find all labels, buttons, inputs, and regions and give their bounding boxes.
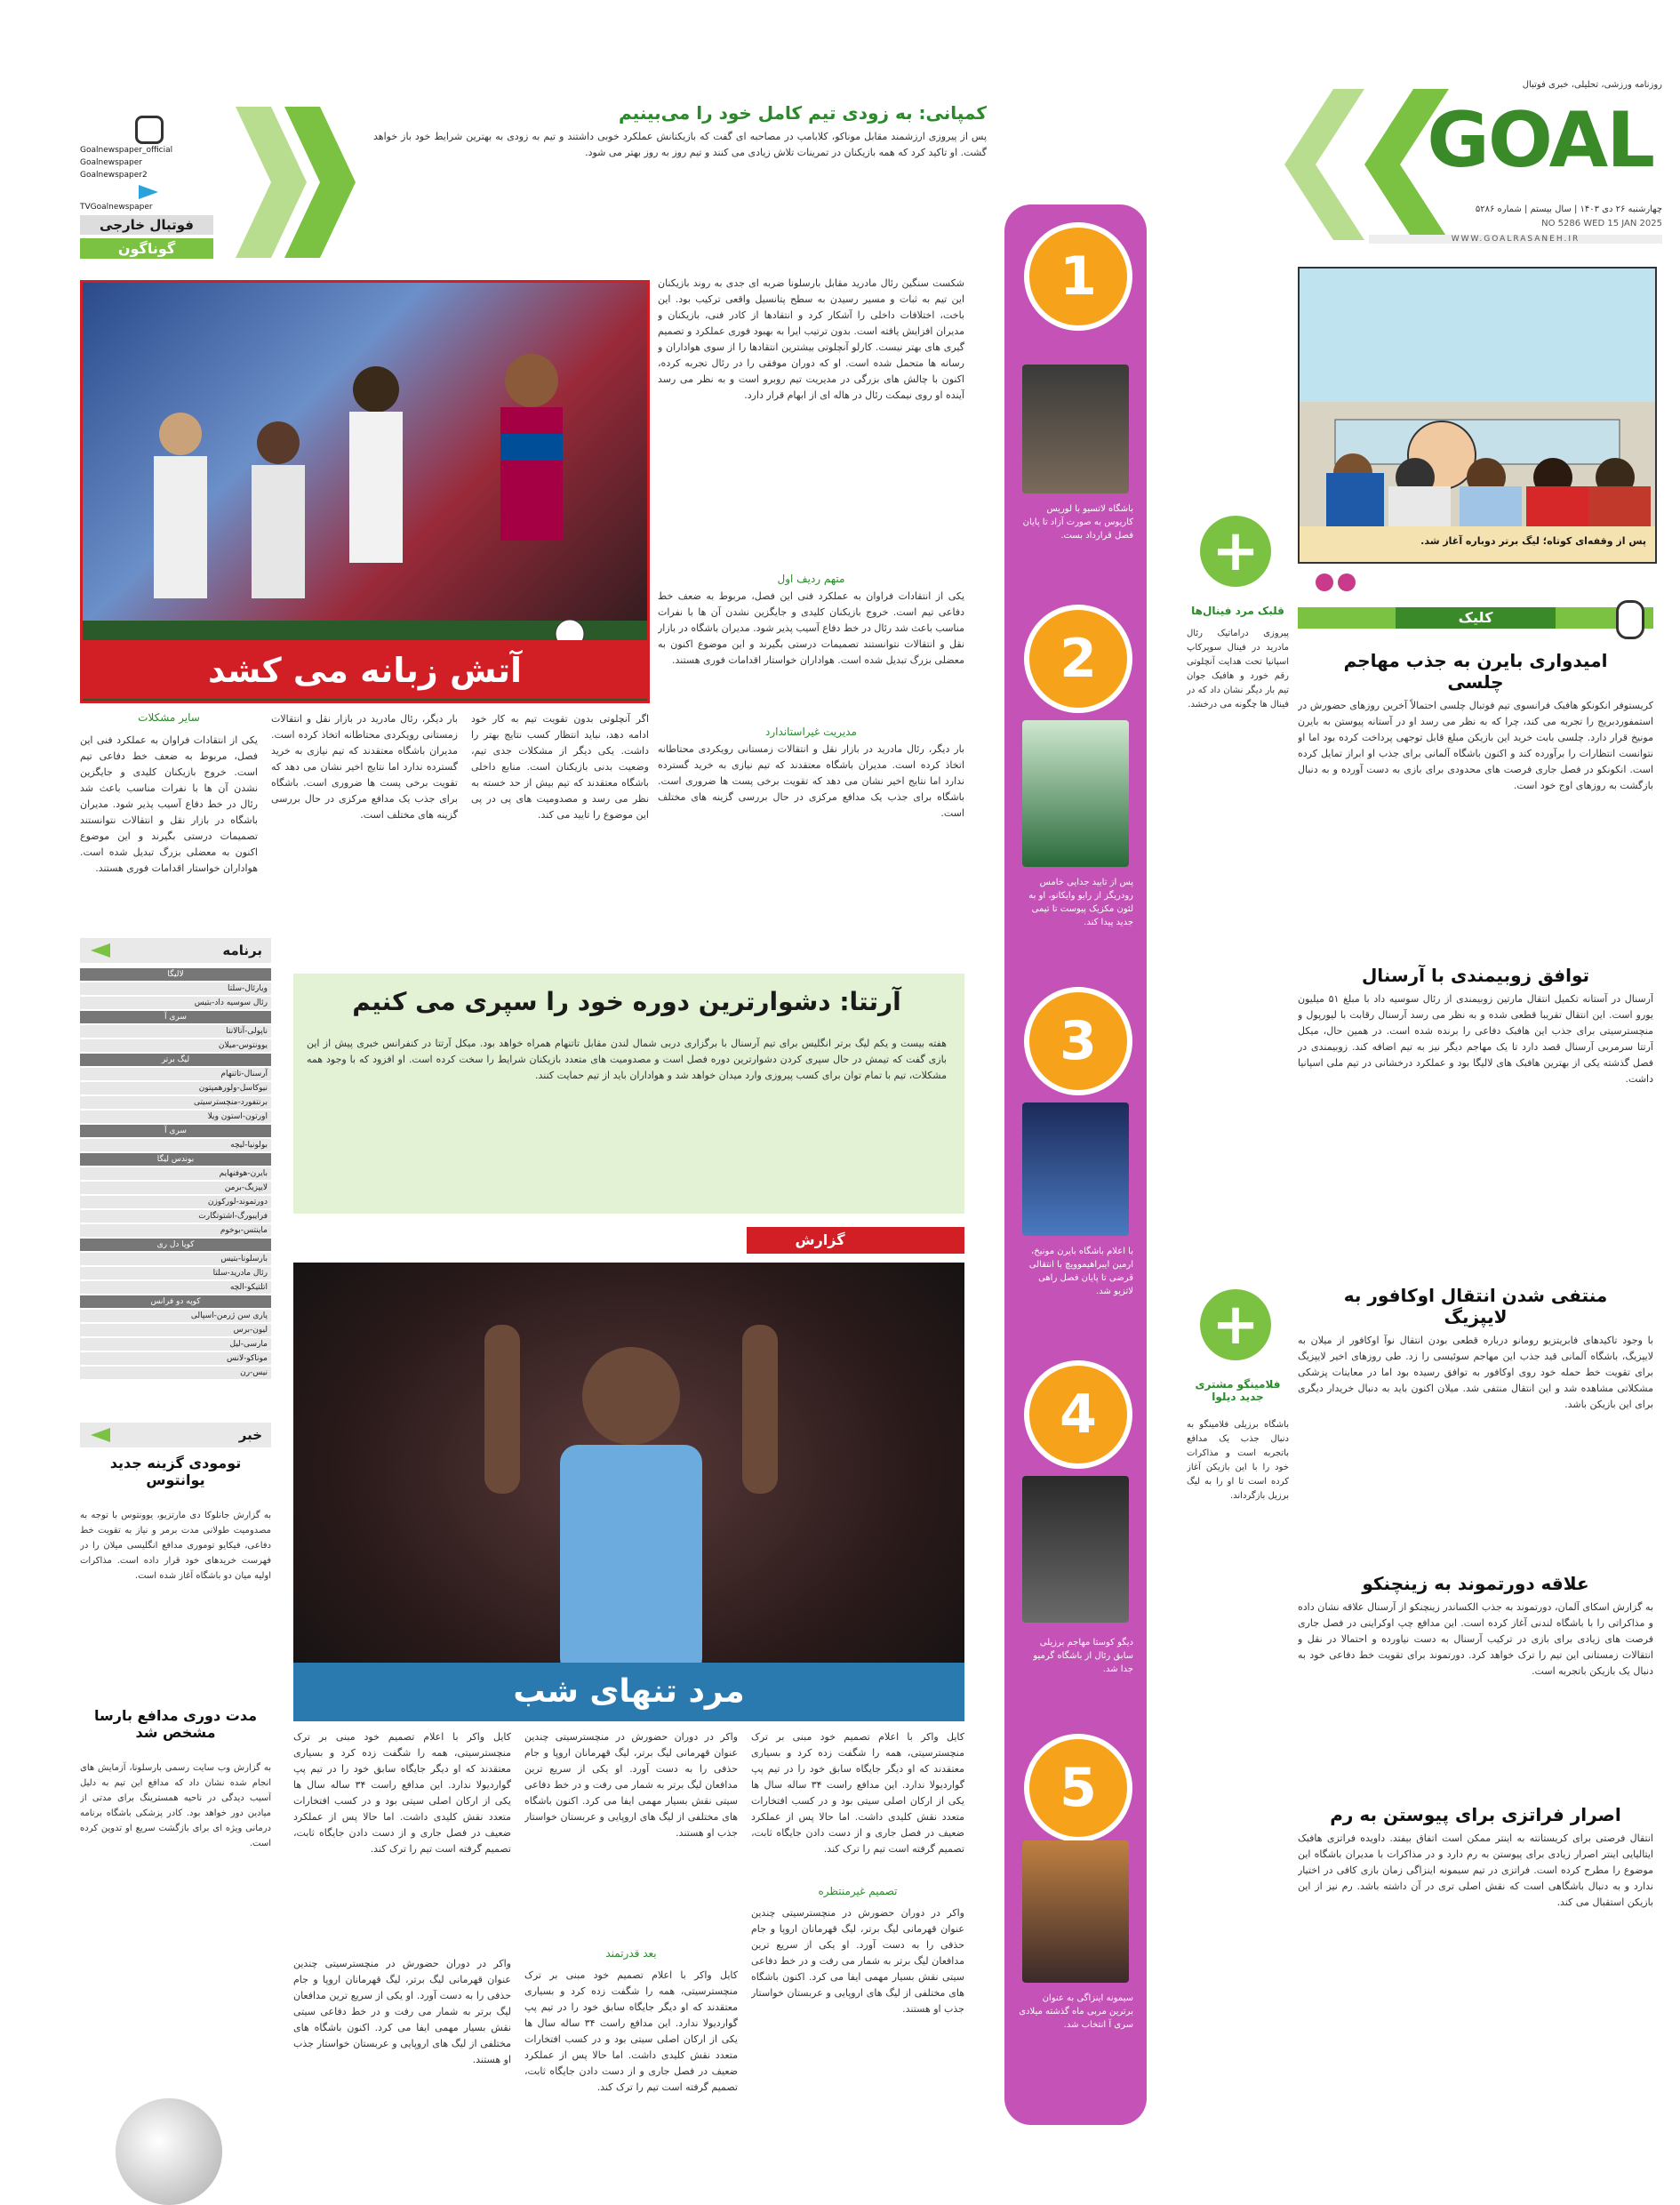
top-chevrons-left (236, 107, 360, 258)
social-handle-1[interactable]: Goalnewspaper (80, 158, 142, 167)
news-item-2-title: مدت دوری مدافع بارسا مشخص شد (94, 1707, 257, 1741)
timeline-caption-4: دیگو کوستا مهاجم برزیلی سابق رئال از باشگاه گرمیو جدا شد. (1033, 1638, 1133, 1674)
main-story-bottom (80, 711, 649, 934)
timeline-caption-2: پس از تایید جدایی خامس رودریگز از رایو وایکانو، او به لئون مکزیک پیوست تا تیمی جدید پیدا کند. (1028, 878, 1133, 927)
plus-icon: + (1200, 516, 1271, 587)
plus-item-title: قلبک مرد فینال‌ها (1191, 605, 1284, 617)
main-story-body-3-cont: بار دیگر، رئال مادرید در بازار نقل و انتقالات زمستانی رویکردی محتاطانه اتخاذ کرده است. مدیران باشگاه معتقدند که تیم نیازی به خرید گسترده ندارد اما نتایج اخیر نشان می دهد که تقویت برخی پست ها ضروری است. باشگاه برای جذب یک مدافع مرکزی در حال بررسی گزینه های مختلف است. (271, 713, 458, 821)
program-match-row: یوونتوس-میلان (80, 1039, 271, 1052)
program-match-row: اورتون-استون ویلا (80, 1111, 271, 1123)
program-match-row: نیوکاسل-ولورهمپتون (80, 1082, 271, 1094)
top-story-body: پس از پیروزی ارزشمند مقابل موناکو، کلابامپ در مصاحبه ای گفت که بازیکنانش عملکرد خوبی داشتند و تیم به زودی به بهترین شرایط خود باز خواهد گشت. او تاکید کرد که همه بازیکنان در تمرینات تلاش زیادی می کنند و تیم روز به روز بهتر می شود. (373, 131, 987, 158)
report-columns (293, 1729, 964, 2187)
timeline-caption-5: سیمونه اینزاگی به عنوان برترین مربی ماه گذشته میلادی سری آ انتخاب شد. (1019, 1993, 1133, 2030)
megaphone-icon (91, 1428, 110, 1442)
program-match-row: رئال مادرید-سلتا (80, 1267, 271, 1279)
social-handle-2[interactable]: Goalnewspaper2 (80, 171, 148, 180)
program-match-row: بارسلونا-بتیس (80, 1253, 271, 1265)
right-title-3: منتفی شدن انتقال اوکافور به لایپزیگ (1343, 1285, 1608, 1327)
social-box (80, 116, 231, 258)
cartoon-caption: پس از وقفه‌ای کوتاه؛ لیگ برتر دوباره آغاز شد. (1420, 535, 1646, 547)
main-story-sub-3: سایر مشکلات (138, 711, 200, 724)
timeline-number-5: 5 (1024, 1734, 1132, 1842)
main-story-body-4: اگر آنچلوتی بدون تقویت تیم به کار خود ادامه دهد، نباید انتظار کسب نتایج بهتر را داشت. یکی دیگر از مشکلات جدی تیم، وضعیت بدنی بازیکنان است. منابع داخلی باشگاه معتقدند که تیم بیش از حد خسته به نظر می رسد و مصدومیت های پی در پی این موضوع را تایید می کند. (471, 713, 649, 821)
masthead-date-line: چهارشنبه ۲۶ دی ۱۴۰۳ | سال بیستم | شماره ۵۲۸۶ (1475, 204, 1662, 214)
main-story-body-2: یکی از انتقادات فراوان به عملکرد فنی این فصل، مربوط به ضعف خط دفاعی تیم است. خروج بازیکنان کلیدی و جایگزین نشدن آن ها با نفرات مناسب باعث شد رئال در خط دفاع آسیب پذیر شود. مدیران باشگاه در بازار نقل و انتقالات نتوانستند تصمیمات درستی بگیرند و این موضوع اکنون به معضلی بزرگ تبدیل شده است. هواداران خواستار اقدامات فوری هستند. (658, 590, 964, 666)
program-match-row: ناپولی-آتالانتا (80, 1025, 271, 1038)
program-match-row: آرسنال-تاتنهام (80, 1068, 271, 1080)
arteta-story (293, 974, 964, 1214)
report-player (293, 1263, 964, 1720)
arteta-headline: آرتتا: دشوارترین دوره خود را سپری می کنیم (352, 987, 901, 1016)
program-league-header: سری آ (80, 1125, 271, 1137)
program-match-row: نیس-رن (80, 1367, 271, 1379)
program-league-header: بوندس لیگا (80, 1153, 271, 1166)
click-label: کلیک (1396, 607, 1556, 629)
report-label: گزارش (795, 1231, 845, 1248)
main-story-col-right (658, 276, 964, 942)
program-match-row: ویارئال-سلتا (80, 982, 271, 995)
right-body-1: کریستوفر انکونکو هافبک فرانسوی تیم فوتبال چلسی احتمالاً آخرین روزهای حضورش در استمفوردبریج را تجربه می کند، چرا که به نظر می رسد او در آستانه پیوستن به بایرن مونیخ قرار دارد. چلسی بابت خرید این بازیکن مبلغ قابل توجهی پرداخت کرده بود اما او نتوانست انتظارات را برآورده کند و اکنون باشگاه آلمانی برای جذب او ابراز تمایل کرده است. انکونکو در فصل جاری فرصت های محدودی برای بازی به دست آورده و به دنبال بازگشت به روزهای اوج خود است. (1298, 700, 1653, 791)
instagram-handle[interactable]: Goalnewspaper_official (80, 146, 173, 155)
instagram-icon[interactable] (135, 116, 164, 144)
click-banner (1298, 600, 1653, 636)
program-match-row: بایرن-هوفنهایم (80, 1167, 271, 1180)
cartoon-drawing (1300, 269, 1655, 526)
right-body-3: با وجود تاکیدهای فابریتزیو رومانو درباره قطعی بودن انتقال نوآ اوکافور از میلان به لایپزیگ، باشگاه آلمانی قید جذب این مهاجم سوئیسی را زد. طی روزهای اخیر لایپزیگ برای تقویت خط حمله خود روی اوکافور به توافق رسیده بود اما در معاینات پزشکی مشکلاتی مشاهده شد و این انتقال منتفی شد. میلان اکنون باید به دنبال خریدار دیگری برای این بازیکن باشد. (1298, 1335, 1653, 1410)
news-item-2-body: به گزارش وب سایت رسمی بارسلونا، آزمایش های انجام شده نشان داد که مدافع این تیم به دلیل آسیب دیدگی در ناحیه همسترینگ برای مدتی از میادین دور خواهد بود. کادر پزشکی باشگاه برنامه درمانی ویژه ای برای بازگشت سریع او تدوین کرده است. (80, 1763, 271, 1848)
timeline-number-4: 4 (1024, 1360, 1132, 1469)
timeline-photo-2 (1022, 720, 1129, 867)
main-story-headline: آتش زبانه می کشد (207, 651, 523, 690)
masthead-date-en: NO 5286 WED 15 JAN 2025 (1541, 219, 1662, 229)
timeline-number-3: 3 (1024, 987, 1132, 1095)
report-headline: مرد تنهای شب (513, 1673, 745, 1710)
section-label-foreign: فوتبال خارجی (80, 215, 213, 235)
timeline-photo-1 (1022, 365, 1129, 493)
news-box (80, 1423, 271, 2187)
program-header (80, 938, 271, 963)
timeline-photo-3 (1022, 1102, 1129, 1236)
report-sub-1: تصمیم غیرمنتظره (818, 1885, 898, 1897)
news-header (80, 1423, 271, 1447)
emoji-face-icon (1316, 573, 1333, 591)
report-body-col-1b: واکر در دوران حضورش در منچسترسیتی چندین عنوان قهرمانی لیگ برتر، لیگ قهرمانان اروپا و جام حذفی را به دست آورد. او یکی از سریع ترین مدافعان لیگ برتر به شمار می رفت و در خط دفاعی سیتی نقش بسیار مهمی ایفا می کرد. اکنون باشگاه های مختلفی از لیگ های اروپایی و عربستان خواستار جذب او هستند. (751, 1907, 964, 2015)
telegram-handle[interactable]: TVGoalnewspaper (80, 203, 153, 212)
main-story-sub-2: مدیریت غیراستاندارد (765, 726, 857, 738)
main-story-sub-1: متهم ردیف اول (777, 573, 845, 585)
program-title: برنامه (222, 942, 262, 958)
plus-item-1 (1187, 516, 1289, 1138)
program-match-row: اتلتیکو-الچه (80, 1281, 271, 1294)
report-body-col-2: واکر در دوران حضورش در منچسترسیتی چندین عنوان قهرمانی لیگ برتر، لیگ قهرمانان اروپا و جام حذفی را به دست آورد. او یکی از سریع ترین مدافعان لیگ برتر به شمار می رفت و در خط دفاعی سیتی نقش بسیار مهمی ایفا می کرد. اکنون باشگاه های مختلفی از لیگ های اروپایی و عربستان خواستار جذب او هستند. (524, 1731, 738, 1839)
right-title-5: اصرار فراتزی برای پیوستن به رم (1330, 1804, 1621, 1825)
section-label-misc: گوناگون (80, 238, 213, 259)
program-list (80, 968, 271, 1381)
report-body-col-3: کایل واکر با اعلام تصمیم خود مبنی بر ترک منچسترسیتی، همه را شگفت زده کرد و بسیاری معتقدند که او دیگر جایگاه سابق خود را در تیم پپ گواردیولا ندارد. این مدافع راست ۳۴ ساله سال ها یکی از ارکان اصلی سیتی بود و در کسب افتخارات متعدد نقش کلیدی داشت. اما حالا پس از عملکرد ضعیف در فصل جاری و از دست دادن جایگاه ثابت، تصمیم گرفته است تیم را ترک کند. (293, 1731, 511, 1855)
program-match-row: ماینتس-بوخوم (80, 1224, 271, 1237)
right-body-2: آرسنال در آستانه تکمیل انتقال مارتین زوبیمندی از رئال سوسیه داد با مبلغ ۵۱ میلیون یورو است. این انتقال تقریبا قطعی شده و به نظر می رسد آرسنال رقابت با لیورپول و منچسترسیتی برای جذب این هافبک دفاعی را برنده شده است. در همین حال، میکل آرتتا سرمربی آرسنال قصد دارد تا یک مهاجم دیگر نیز به تیم اضافه کند. زوبیمندی در فصل گذشته یکی از بهترین هافبک های لالیگا بود و عملکرد درخشانی در تیم ملی اسپانیا داشت. (1298, 993, 1653, 1085)
right-title-1: امیدواری بایرن به جذب مهاجم چلسی (1343, 650, 1608, 693)
emoji-face-icon (1338, 573, 1356, 591)
program-match-row: رئال سوسیه داد-بتیس (80, 997, 271, 1009)
masthead-logo: GOAL (1427, 96, 1653, 185)
report-sub-2: بعد قدرتمند (605, 1947, 657, 1960)
program-match-row: مارسی-لیل (80, 1338, 271, 1351)
plus-item-title: فلامینگو مشتری جدید دیلوا (1195, 1378, 1281, 1403)
program-league-header: لالیگا (80, 968, 271, 981)
program-match-row: موناکو-لانس (80, 1352, 271, 1365)
program-match-row: بولونیا-لیچه (80, 1139, 271, 1151)
news-item-1-body: به گزارش جانلوکا دی مارتزیو، یوونتوس با توجه به مصدومیت طولانی مدت برمر و نیاز به تقویت خط دفاعی، فیکایو توموری مدافع انگلیسی میلان را در فهرست خریدهای خود قرار داده است. مذاکرات اولیه میان دو باشگاه آغاز شده است. (80, 1511, 271, 1581)
masthead (1280, 80, 1662, 249)
arteta-body: هفته بیست و یکم لیگ برتر انگلیس برای تیم آرسنال با برگزاری دربی شمال لندن مقابل تاتنهام همراه خواهد بود. میکل آرتتا در کنفرانس خبری پیش از این بازی گفت که تیمش در حال سپری کردن دشوارترین دوره فصل است و مصدومیت های متعدد بازیکنان شرایط را سخت کرده است. او افزود که با وجود همه مشکلات، تیم با تمام توان برای کسب پیروزی وارد میدان خواهد شد و هواداران باید از تیم حمایت کنند. (307, 1038, 947, 1081)
timeline-number-2: 2 (1024, 605, 1132, 713)
mouse-icon (1616, 600, 1644, 639)
masthead-tagline: روزنامه ورزشی، تحلیلی، خبری فوتبال (1522, 80, 1662, 90)
cartoon (1298, 267, 1657, 564)
timeline-caption-3: با اعلام باشگاه بایرن مونیخ، ارمین ایبراهیموویچ با انتقالی قرضی تا پایان فصل راهی لاتزیو شد. (1028, 1247, 1133, 1296)
main-story-body-2-cont: یکی از انتقادات فراوان به عملکرد فنی این فصل، مربوط به ضعف خط دفاعی تیم است. خروج بازیکنان کلیدی و جایگزین نشدن آن ها با نفرات مناسب باعث شد رئال در خط دفاع آسیب پذیر شود. مدیران باشگاه در بازار نقل و انتقالات نتوانستند تصمیمات درستی بگیرند و این موضوع اکنون به معضلی بزرگ تبدیل شده است. هواداران خواستار اقدامات فوری هستند. (80, 734, 258, 874)
main-story-players (83, 283, 647, 701)
news-title: خبر (238, 1427, 262, 1443)
timeline-photo-4 (1022, 1476, 1129, 1623)
program-match-row: دورتموند-لورکوزن (80, 1196, 271, 1208)
timeline-number-1: 1 (1024, 222, 1132, 331)
right-body-4: به گزارش اسکای آلمان، دورتموند به جذب الکساندر زینچنکو از آرسنال علاقه نشان داده و مذاکراتی را با باشگاه لندنی آغاز کرده است. این مدافع چپ اوکراینی در فصل جاری فرصت های زیادی برای بازی در ترکیب آرسنال به دست نیاورده و احتمالا در نقل و انتقالات زمستانی این تیم را ترک خواهد کرد. دورتموند برای تقویت خط دفاعی خود به دنبال یک بازیکن باتجربه است. (1298, 1601, 1653, 1677)
program-box (80, 938, 271, 1409)
telegram-icon[interactable] (139, 185, 158, 199)
masthead-website[interactable]: WWW.GOALRASANEH.IR (1369, 235, 1662, 244)
top-story (373, 102, 987, 258)
timeline (969, 204, 1182, 2125)
plus-item-2 (1187, 1289, 1289, 1912)
program-match-row: پاری سن ژرمن-اسپالی (80, 1310, 271, 1322)
program-match-row: برنتفورد-منچسترسیتی (80, 1096, 271, 1109)
report-photo (293, 1263, 964, 1720)
right-column (1298, 645, 1653, 2187)
main-story-body: شکست سنگین رئال مادرید مقابل بارسلونا ضربه ای جدی به روند بازیکنان این تیم به ثبات و مسیر رسیدن به سطح پتانسیل واقعی ترکیب بود. این باخت، اختلافات داخلی را آشکار کرد و انتقادها از کادر فنی، بازیکنان و مدیران افزایش یافته است. بدون ترتیب ایرا به بهبود فوری عملکرد و تصمیم گیری های بهتر نیست. کارلو آنچلوتی بیشترین انتقادها را از سوی هواداران و رسانه ها متحمل شده است. او که دوران موفقی را در رئال تجربه کرده، اکنون با چالش های بزرگی در مدیریت تیم روبرو است و به نظر می رسد آینده او روی نیمکت رئال در هاله ای از ابهام قرار دارد. (658, 277, 964, 401)
megaphone-icon (91, 943, 110, 958)
program-league-header: سری آ (80, 1011, 271, 1023)
program-league-header: کوپا دل ری (80, 1239, 271, 1251)
plus-icon: + (1200, 1289, 1271, 1360)
report-body-col-2b: کایل واکر با اعلام تصمیم خود مبنی بر ترک منچسترسیتی، همه را شگفت زده کرد و بسیاری معتقدند که او دیگر جایگاه سابق خود را در تیم پپ گواردیولا ندارد. این مدافع راست ۳۴ ساله سال ها یکی از ارکان اصلی سیتی بود و در کسب افتخارات متعدد نقش کلیدی داشت. اما حالا پس از عملکرد ضعیف در فصل جاری و از دست دادن جایگاه ثابت، تصمیم گرفته است تیم را ترک کند. (524, 1969, 738, 2093)
report-body-col-1: کایل واکر با اعلام تصمیم خود مبنی بر ترک منچسترسیتی، همه را شگفت زده کرد و بسیاری معتقدند که او دیگر جایگاه سابق خود را در تیم پپ گواردیولا ندارد. این مدافع راست ۳۴ ساله سال ها یکی از ارکان اصلی سیتی بود و در کسب افتخارات متعدد نقش کلیدی داشت. اما حالا پس از عملکرد ضعیف در فصل جاری و از دست دادن جایگاه ثابت، تصمیم گرفته است تیم را ترک کند. (751, 1731, 964, 1855)
plus-item-body: باشگاه برزیلی فلامینگو به دنبال جذب یک مدافع باتجربه است و مذاکرات خود را با این بازیکن آغاز کرده است تا او را به لیگ برزیل بازگرداند. (1187, 1420, 1289, 1501)
program-match-row: لیون-برس (80, 1324, 271, 1336)
right-title-4: علاقه دورتموند به زینچنکو (1362, 1573, 1589, 1594)
football-icon (116, 2098, 222, 2205)
program-match-row: فرایبورگ-اشتوتگارت (80, 1210, 271, 1223)
right-body-5: انتقال فرصتی برای کریستانته به اینتر ممکن است اتفاق بیفتد. داویده فراتزی هافبک ایتالیایی اینتر اصرار زیادی برای پیوستن به رم دارد و در مذاکرات با مدیران باشگاه این موضوع را مطرح کرده است. فراتزی در تیم سیمونه اینزاگی زمان بازی کافی در اختیار ندارد و به دنبال باشگاهی است که نقش اصلی تری در آن داشته باشد. رم نیز از این بازیکن استقبال می کند. (1298, 1832, 1653, 1908)
top-story-title: کمپانی: به زودی تیم کامل خود را می‌بینیم (619, 102, 987, 124)
report-body-col-3b: واکر در دوران حضورش در منچسترسیتی چندین عنوان قهرمانی لیگ برتر، لیگ قهرمانان اروپا و جام حذفی را به دست آورد. او یکی از سریع ترین مدافعان لیگ برتر به شمار می رفت و در خط دفاعی سیتی نقش بسیار مهمی ایفا می کرد. اکنون باشگاه های مختلفی از لیگ های اروپایی و عربستان خواستار جذب او هستند. (293, 1958, 511, 2065)
news-item-1-title: تومودی گزینه جدید یوانتوس (109, 1455, 242, 1488)
timeline-photo-5 (1022, 1840, 1129, 1983)
plus-item-body: پیروزی دراماتیک رئال مادرید در فینال سوپرکاپ اسپانیا تحت هدایت آنچلوتی رقم خورد و هافبک جوان تیم بار دیگر نشان داد که در فینال ها چگونه می درخشد. (1187, 629, 1289, 710)
program-league-header: لیگ برتر (80, 1054, 271, 1066)
timeline-caption-1: باشگاه لاتسیو با لوریس کاریوس به صورت آزاد تا پایان فصل قرارداد بست. (1022, 504, 1133, 541)
program-league-header: کوپه دو فرانس (80, 1295, 271, 1308)
right-title-2: توافق زوبیمندی با آرسنال (1361, 965, 1590, 986)
program-match-row: لایپزیگ-برمن (80, 1182, 271, 1194)
main-story-body-3: بار دیگر، رئال مادرید در بازار نقل و انتقالات زمستانی رویکردی محتاطانه اتخاذ کرده است. مدیران باشگاه معتقدند که تیم نیازی به خرید گسترده ندارد اما نتایج اخیر نشان می دهد که تقویت برخی پست ها ضروری است. باشگاه برای جذب یک مدافع مرکزی در حال بررسی گزینه های مختلف است. (658, 743, 964, 819)
